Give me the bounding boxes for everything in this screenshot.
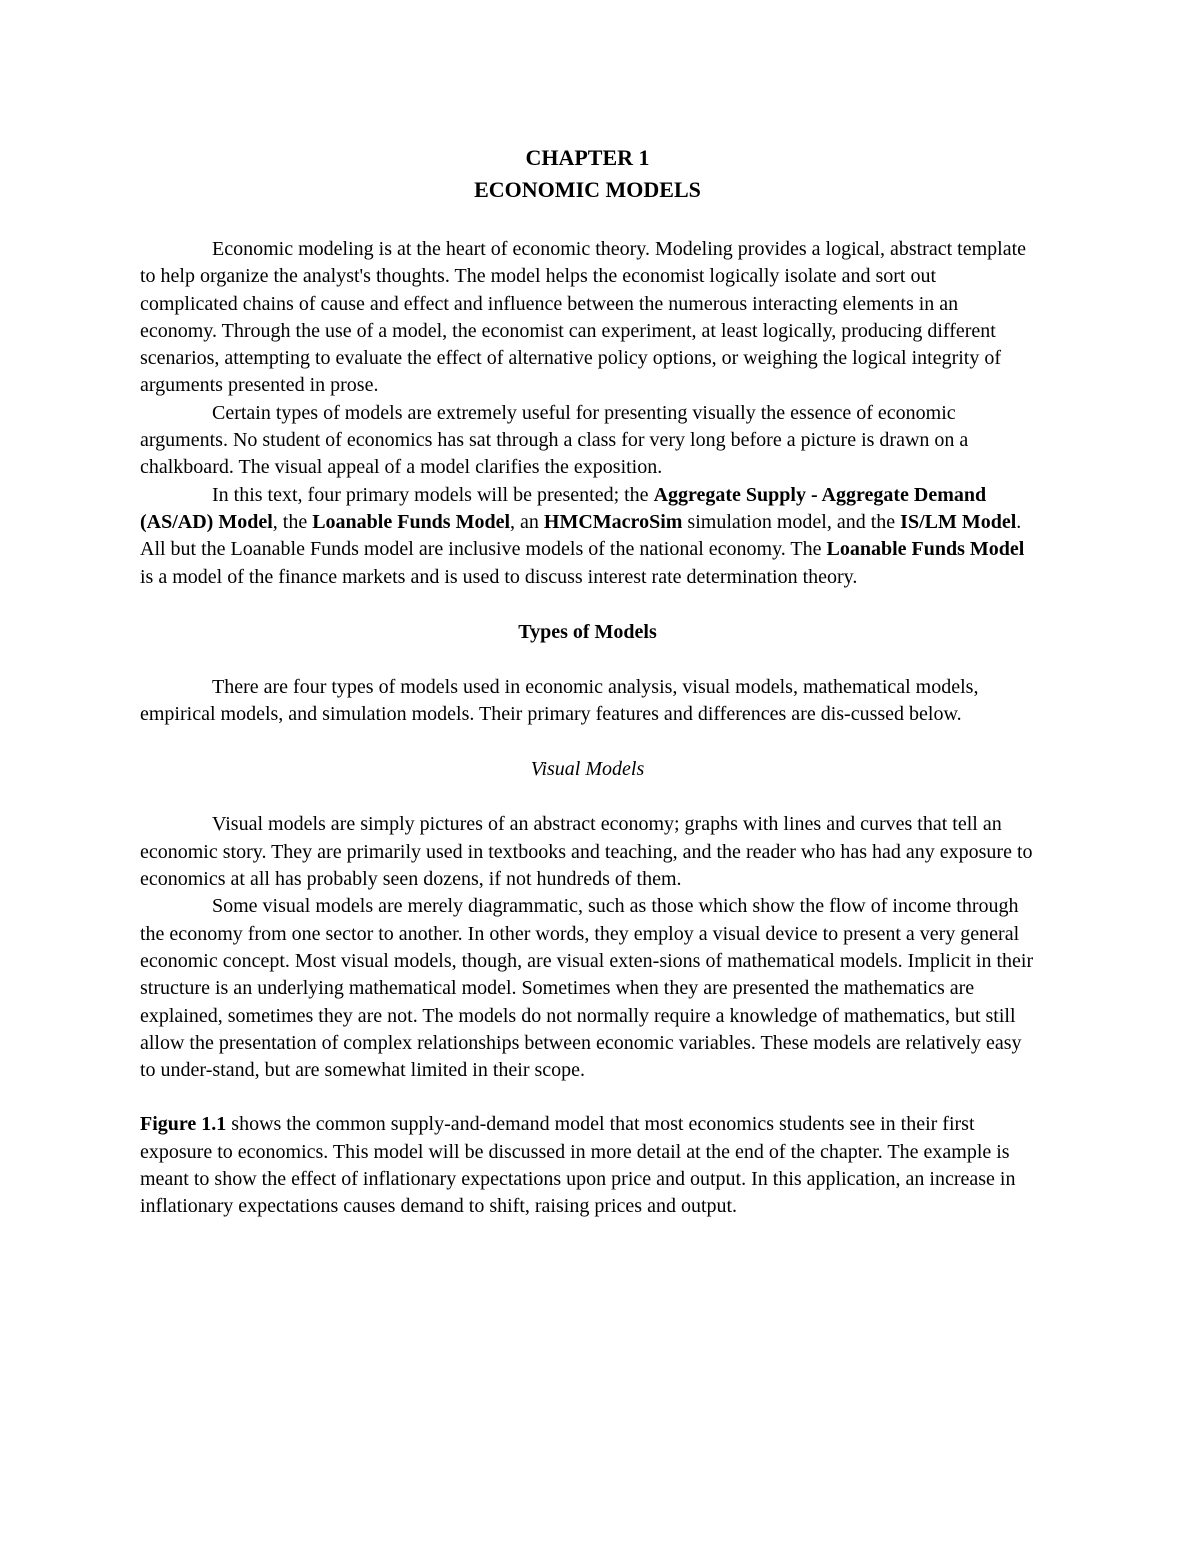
model-name-loanable-funds: Loanable Funds Model (312, 510, 511, 533)
text-run: shows the common supply-and-demand model that most economics students see in their first exposure to economics. This model will be discussed in more detail at the end of the chapter. The example is meant to show the effect of inflationary expectations upon price and output. In this application, an increase in inflationary expectations causes demand to shift, raising prices and output. (140, 1113, 1016, 1218)
visual-paragraph-2: Some visual models are merely diagrammatic, such as those which show the flow of income through the economy from one sector to another. In other words, they employ a visual device to present a very general economic concept. Most visual models, though, are visual exten-sions of mathematical models. Implicit in their structure is an underlying mathematical model. Sometimes when they are presented the mathematics are explained, sometimes they are not. The models do not normally require a knowledge of mathematics, but still allow the presentation of complex relationships between economic variables. These models are relatively easy to under-stand, but are somewhat limited in their scope. (140, 895, 1034, 1082)
text-run: In this text, four primary models will be presented; the (212, 483, 654, 506)
text-run: simulation model, and the (682, 510, 901, 533)
page-content (140, 142, 1035, 1221)
intro-paragraph-3 (140, 482, 1035, 591)
visual-paragraph-1: Visual models are simply pictures of an abstract economy; graphs with lines and curves that tell an economic story. They are primarily used in textbooks and teaching, and the reader who has had any exposure to economics at all has probably seen dozens, if not hundreds of them. (140, 813, 1033, 891)
text-run: is a model of the finance markets and is used to discuss interest rate determination theory. (140, 565, 858, 588)
spacer (140, 591, 1035, 619)
types-paragraph-1: There are four types of models used in economic analysis, visual models, mathematical models, empirical models, and simulation models. Their primary features and differences are dis-cussed below. (140, 675, 979, 726)
intro-paragraph-2: Certain types of models are extremely useful for presenting visually the essence of economic arguments. No student of economics has sat through a class for very long before a picture is drawn on a chalkboard. The visual appeal of a model clarifies the exposition. (140, 401, 969, 479)
chapter-title: ECONOMIC MODELS (474, 177, 701, 202)
figure-reference: Figure 1.1 (140, 1113, 227, 1136)
text-run: . All but the Loanable Funds model are inclusive models of the national economy. The (140, 510, 1022, 561)
model-name-asad: Aggregate Supply - Aggregate Demand (AS/AD) Model (140, 483, 987, 533)
section-heading-types-of-models: Types of Models (518, 620, 657, 643)
chapter-heading (140, 142, 1035, 206)
spacer (140, 728, 1035, 756)
spacer (140, 646, 1035, 674)
spacer (140, 783, 1035, 811)
intro-paragraph-1: Economic modeling is at the heart of economic theory. Modeling provides a logical, abstract template to help organize the analyst's thoughts. The model helps the economist logically isolate and sort out complicated chains of cause and effect and influence between the numerous interacting elements in an economy. Through the use of a model, the economist can experiment, at least logically, producing different scenarios, attempting to evaluate the effect of alternative policy options, or weighing the logical integrity of arguments presented in prose. (140, 238, 1027, 397)
model-name-loanable-funds-2: Loanable Funds Model (826, 538, 1025, 561)
model-name-hmcmacrosim: HMCMacroSim (543, 510, 683, 533)
chapter-number: CHAPTER 1 (525, 145, 650, 170)
spacer (140, 1084, 1035, 1111)
text-run: , the (272, 510, 313, 533)
visual-paragraph-3 (140, 1111, 1035, 1220)
subsection-heading-visual-models: Visual Models (530, 758, 645, 781)
spacer (140, 206, 1035, 236)
model-name-islm: IS/LM Model (900, 510, 1017, 533)
text-run: , an (510, 510, 544, 533)
